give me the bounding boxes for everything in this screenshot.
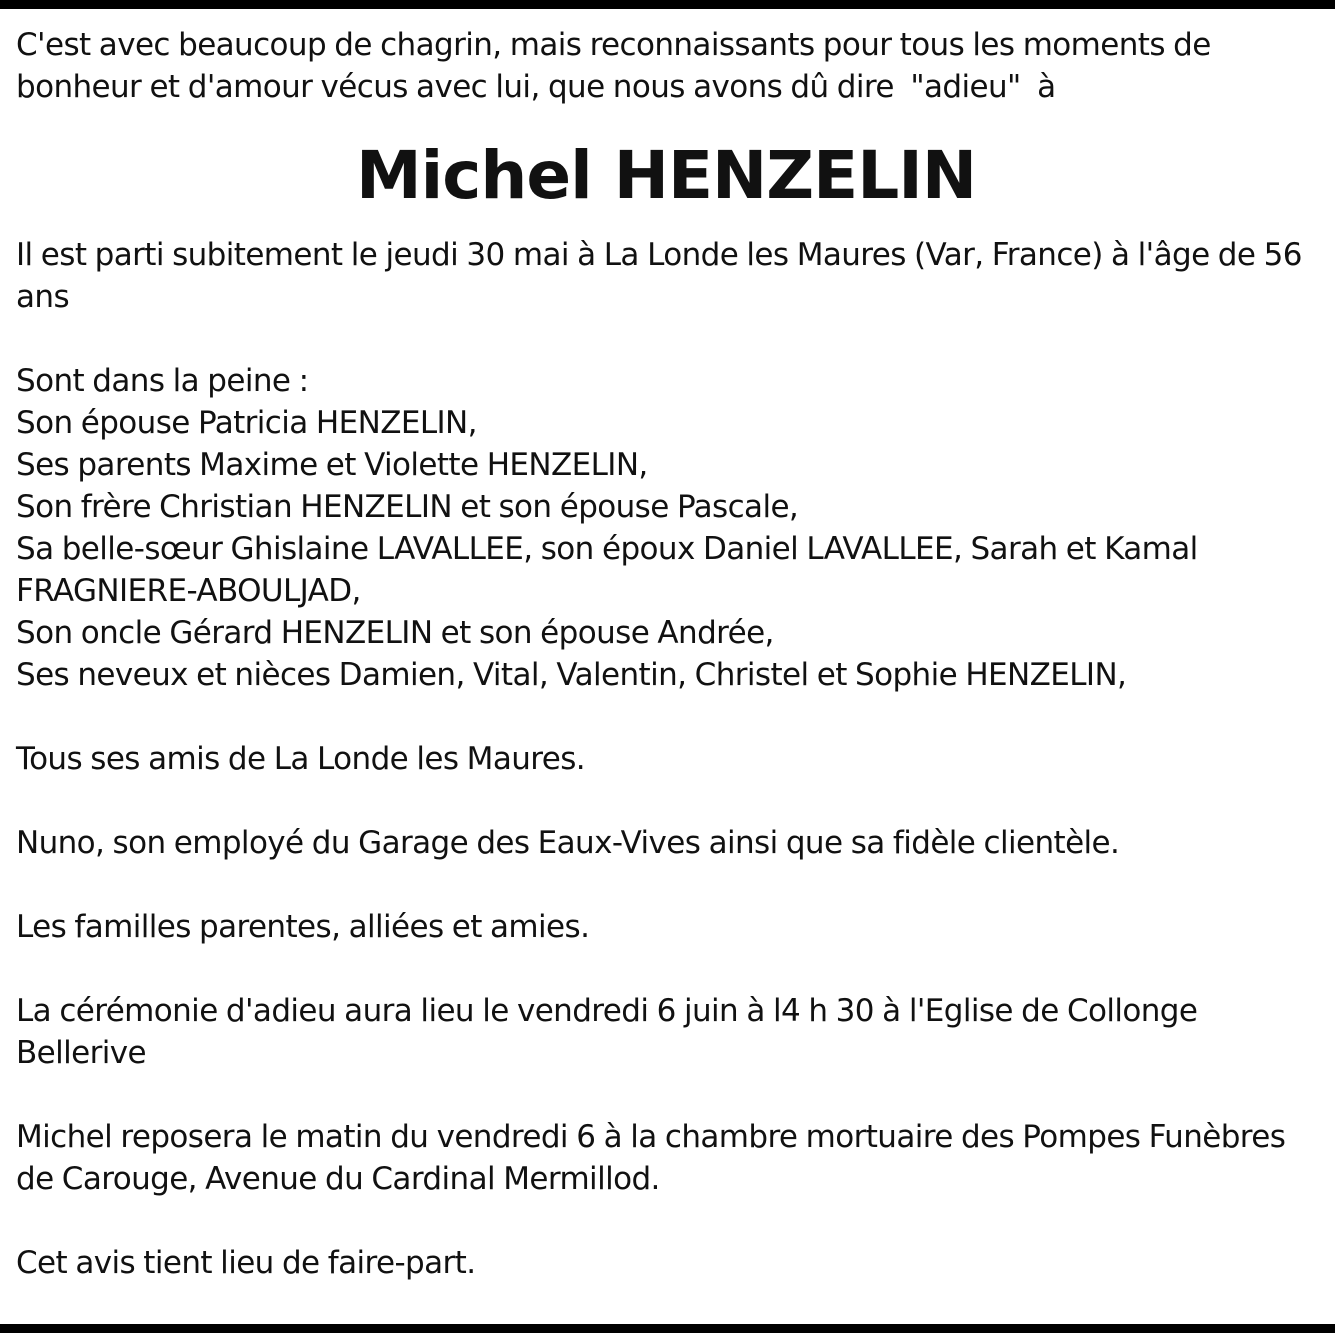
closing-paragraph: Cet avis tient lieu de faire-part. bbox=[16, 1245, 476, 1281]
bottom-border-rule bbox=[0, 1324, 1335, 1333]
mourners-heading: Sont dans la peine : bbox=[16, 363, 309, 399]
top-border-rule bbox=[0, 0, 1335, 9]
mourner-line: Sa belle-sœur Ghislaine LAVALLEE, son époux Daniel LAVALLEE, Sarah et Kamal FRAGNIERE-ABOULJAD, bbox=[16, 531, 1198, 609]
obituary-notice bbox=[16, 24, 1316, 1284]
intro-paragraph: C'est avec beaucoup de chagrin, mais reconnaissants pour tous les moments de bonheur et d'amour vécus avec lui, que nous avons dû dire "adieu" à bbox=[16, 27, 1219, 105]
ceremony-paragraph: La cérémonie d'adieu aura lieu le vendredi 6 juin à l4 h 30 à l'Eglise de Collonge Bellerive bbox=[16, 993, 1198, 1071]
mourner-line: Ses parents Maxime et Violette HENZELIN, bbox=[16, 447, 648, 483]
viewing-paragraph: Michel reposera le matin du vendredi 6 à la chambre mortuaire des Pompes Funèbres de Carouge, Avenue du Cardinal Mermillod. bbox=[16, 1119, 1286, 1197]
families-paragraph: Les familles parentes, alliées et amies. bbox=[16, 909, 590, 945]
mourner-line: Son épouse Patricia HENZELIN, bbox=[16, 405, 477, 441]
deceased-name: Michel HENZELIN bbox=[355, 137, 977, 214]
mourner-line: Son frère Christian HENZELIN et son épouse Pascale, bbox=[16, 489, 799, 525]
mourners-section bbox=[16, 360, 1316, 696]
mourner-line: Son oncle Gérard HENZELIN et son épouse Andrée, bbox=[16, 615, 774, 651]
friends-paragraph: Tous ses amis de La Londe les Maures. bbox=[16, 741, 586, 777]
employee-paragraph: Nuno, son employé du Garage des Eaux-Vives ainsi que sa fidèle clientèle. bbox=[16, 825, 1120, 861]
death-paragraph: Il est parti subitement le jeudi 30 mai à La Londe les Maures (Var, France) à l'âge de 56 ans bbox=[16, 237, 1302, 315]
mourner-line: Ses neveux et nièces Damien, Vital, Valentin, Christel et Sophie HENZELIN, bbox=[16, 657, 1127, 693]
